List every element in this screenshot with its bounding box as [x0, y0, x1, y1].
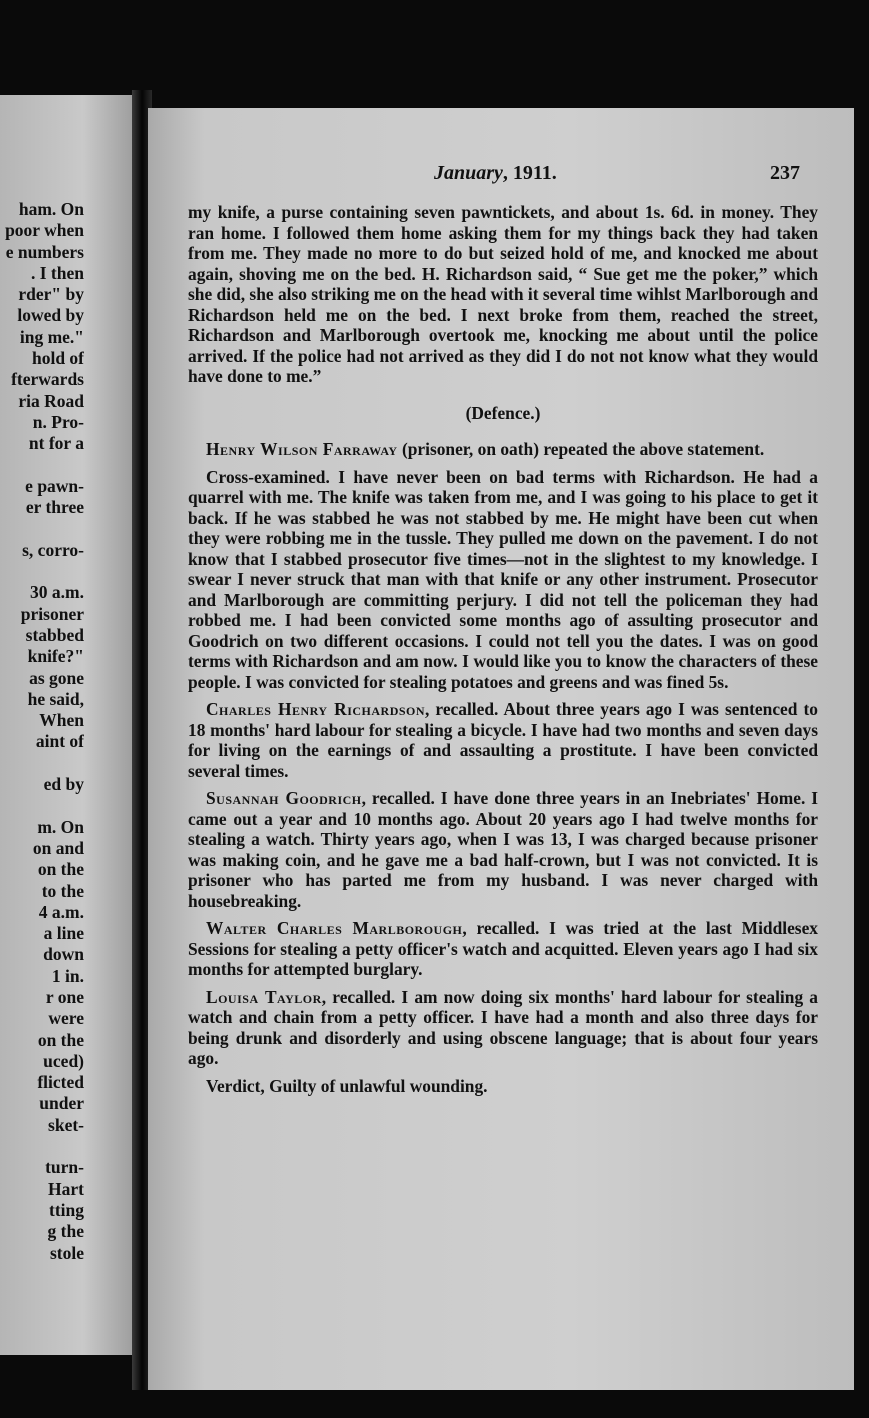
left-page-fragment: fterwards: [11, 369, 84, 390]
paragraph-text: (prisoner, on oath) repeated the above statement.: [397, 439, 765, 459]
left-page-fragment: [0, 1136, 84, 1157]
left-page-fragment: [0, 795, 84, 816]
left-page-fragment: ria Road: [18, 390, 84, 411]
running-head: [434, 162, 557, 185]
left-page-fragment: he said,: [27, 688, 84, 709]
paragraph-verdict: Verdict, Guilty of unlawful wounding.: [206, 1075, 488, 1096]
speaker-name: Charles Henry Richardson: [206, 699, 426, 719]
left-page-fragment: prisoner: [20, 603, 84, 624]
left-page-fragment: e numbers: [5, 241, 84, 262]
left-page-fragment: m. On: [37, 816, 84, 837]
left-page-fragment: stabbed: [25, 624, 84, 645]
left-page-fragment: 4 a.m.: [38, 901, 84, 922]
left-page-fragment: [0, 518, 84, 539]
speaker-name: Susannah Goodrich: [206, 788, 362, 808]
left-page-fragment: sket-: [48, 1114, 84, 1135]
running-head-year: , 1911.: [502, 162, 557, 184]
left-page-fragment: were: [48, 1008, 84, 1029]
left-page-fragment: nt for a: [28, 433, 84, 454]
left-page-fragment: under: [39, 1093, 84, 1114]
left-page-fragment: Hart: [48, 1178, 84, 1199]
left-page-fragment: er three: [25, 497, 84, 518]
body-text: [188, 202, 818, 1103]
paragraph-text: , recalled. I was tried at the last Middlesex Sessions for stealing a petty officer's watch and acquitted. Eleven years ago I had six months for attempted burglary.: [188, 918, 818, 979]
paragraph-text: , recalled. I have done three years in an Inebriates' Home. I came out a year and 10 months ago. About 20 years ago I had twelve months for stealing a watch. Thirty years ago, when I was 13, I was charged because prisoner was making coin, and he gave me a bad half-crown, but I was not convicted. It is prisoner who has parted me from my husband. I was never charged with housebreaking.: [188, 788, 818, 911]
left-page-fragment: 30 a.m.: [30, 582, 84, 603]
paragraph-text: , recalled. I am now doing six months' hard labour for stealing a watch and chain from a petty officer. I have had a month and also three days for being drunk and disorderly and using obscene language; that is about four years ago.: [188, 986, 818, 1068]
left-page-text-fragments: [0, 199, 84, 1264]
left-page-fragment: as gone: [29, 667, 84, 688]
paragraph-farraway: [188, 439, 818, 460]
left-page-fragment: down: [43, 944, 84, 965]
paragraph-cross-examined: Cross-examined. I have never been on bad terms with Richardson. He had a quarrel with me. The knife was taken from me, and I was going to his place to get it back. If he was stabbed he was not stabbed by me. He might have been cut when they were robbing me in the tussle. They pulled me down on the pavement. I do not know that I stabbed prosecutor five times—not in the slightest to my knowledge. I swear I never struck that man with that knife or any other instrument. Prosecutor and Marlborough are committing perjury. I did not tell the policeman they had robbed me. I had been convicted some months ago of assulting prosecutor and Goodrich on two different occasions. I could not tell you the dates. I was on good terms with Richardson and am now. I would like you to know the characters of these people. I was convicted for stealing potatoes and greens and was fined 5s.: [188, 466, 818, 692]
speaker-name: Louisa Taylor: [206, 986, 322, 1007]
right-page: [148, 108, 854, 1390]
left-page-fragment: a line: [43, 923, 84, 944]
left-page-fragment: rder" by: [18, 284, 84, 305]
left-page-fragment: hold of: [31, 348, 84, 369]
left-page-fragment: on the: [37, 859, 84, 880]
left-page-fragment: [0, 753, 84, 774]
left-page-fragment: 1 in.: [51, 965, 84, 986]
left-page-fragment: ham. On: [18, 199, 84, 219]
left-page-fragment: n. Pro-: [32, 411, 84, 432]
left-page-fragment: r one: [45, 986, 84, 1007]
paragraph-marlborough: [188, 918, 818, 980]
left-page-fragment: s, corro-: [22, 539, 84, 560]
left-page-fragment: on and: [32, 837, 84, 858]
left-page-fragment: When: [39, 710, 84, 731]
left-page: [0, 95, 138, 1355]
left-page-fragment: to the: [41, 880, 84, 901]
left-page-fragment: g the: [47, 1221, 84, 1242]
left-page-fragment: flicted: [37, 1072, 84, 1093]
left-page-fragment: turn-: [45, 1157, 84, 1178]
left-page-fragment: ing me.": [19, 326, 84, 347]
left-page-fragment: knife?": [27, 646, 84, 667]
left-page-fragment: ed by: [43, 774, 84, 795]
left-page-fragment: . I then: [31, 262, 84, 283]
speaker-name: Henry Wilson Farraway: [206, 439, 398, 459]
left-page-fragment: poor when: [5, 220, 84, 241]
paragraph-goodrich: [188, 788, 818, 911]
left-page-fragment: stole: [49, 1242, 84, 1263]
left-page-fragment: e pawn-: [25, 475, 84, 496]
speaker-name: Walter Charles Marlborough: [206, 918, 463, 938]
paragraph-continuation: my knife, a purse containing seven pawntickets, and about 1s. 6d. in money. They ran home. I followed them home asking them for my things back they had taken from me. They made no more to do but seized hold of me, and knocked me about again, shoving me on the bed. H. Richardson said, “ Sue get me the poker,” which she did, she also striking me on the head with it several time wihlst Marlborough and Richardson held me on the bed. I next broke from them, reached the street, Richardson and Marlborough overtook me, knocking me about until the police arrived. If the police had not arrived as they did I do not not know what they would have done to me.”: [188, 202, 818, 386]
left-page-fragment: on the: [37, 1029, 84, 1050]
left-page-fragment: uced): [43, 1050, 84, 1071]
left-page-fragment: aint of: [35, 731, 84, 752]
paragraph-text: , recalled. About three years ago I was sentenced to 18 months' hard labour for stealing a bicycle. I have had two months and seven days for living on the earnings of and assaulting a prostitute. I have been convicted several times.: [188, 699, 818, 781]
left-page-fragment: [0, 561, 84, 582]
left-page-fragment: lowed by: [17, 305, 84, 326]
defence-heading: (Defence.): [465, 402, 541, 423]
left-page-fragment: tting: [49, 1199, 84, 1220]
paragraph-taylor: [188, 987, 818, 1069]
page-number: 237: [770, 162, 800, 184]
left-page-fragment: [0, 455, 84, 476]
running-head-month: January: [434, 162, 503, 184]
page-header: [148, 162, 854, 188]
paragraph-richardson: [188, 699, 818, 781]
